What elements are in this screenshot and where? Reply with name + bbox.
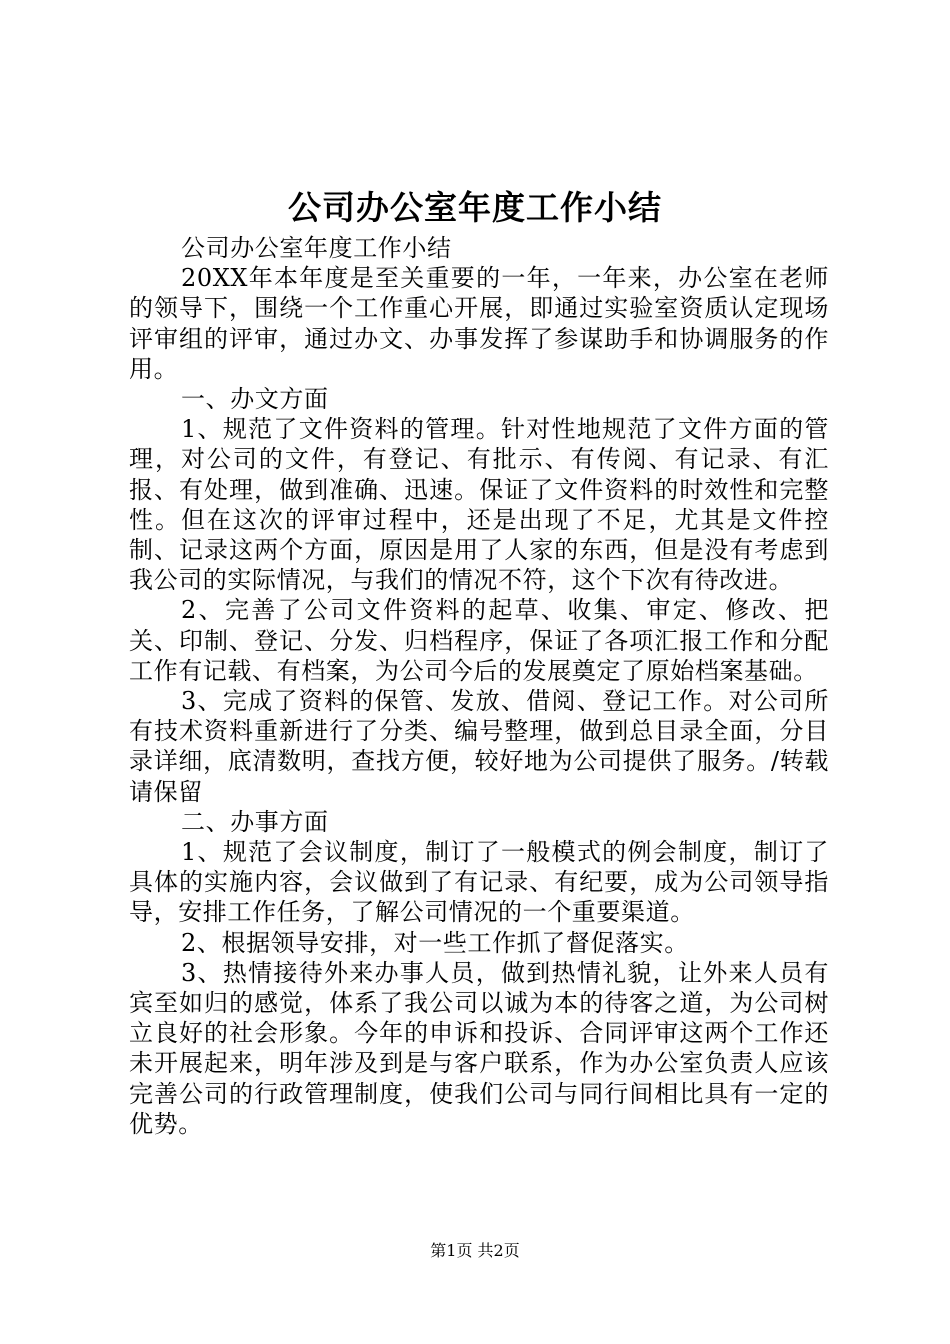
section-heading-affairs: 二、办事方面	[181, 807, 329, 836]
paragraph-affairs-3: 3、热情接待外来办事人员，做到热情礼貌，让外来人员有宾至如归的感觉，体系了我公司以诚为本的待客之道，为公司树立良好的社会形象。今年的申诉和投诉、合同评审这两个工作还未开展起来，明年涉及到是与客户联系，作为办公室负责人应该完善公司的行政管理制度，使我们公司与同行间相比具有一定的优势。	[129, 958, 829, 1138]
paragraph-affairs-2: 2、根据领导安排，对一些工作抓了督促落实。	[181, 928, 689, 957]
document-body	[129, 233, 829, 1139]
paragraph-intro: 20XX年本年度是至关重要的一年，一年来，办公室在老师的领导下，围绕一个工作重心开展，即通过实验室资质认定现场评审组的评审，通过办文、办事发挥了参谋助手和协调服务的作用。	[129, 264, 829, 383]
paragraph-affairs-1: 1、规范了会议制度，制订了一般模式的例会制度，制订了具体的实施内容，会议做到了有记录、有纪要，成为公司领导指导，安排工作任务，了解公司情况的一个重要渠道。	[129, 838, 829, 927]
paragraph-documents-2: 2、完善了公司文件资料的起草、收集、审定、修改、把关、印制、登记、分发、归档程序，保证了各项汇报工作和分配工作有记载、有档案，为公司今后的发展奠定了原始档案基础。	[129, 596, 829, 685]
paragraph-subtitle: 公司办公室年度工作小结	[181, 234, 452, 262]
paragraph-documents-1: 1、规范了文件资料的管理。针对性地规范了文件方面的管理，对公司的文件，有登记、有批示、有传阅、有记录、有汇报、有处理，做到准确、迅速。保证了文件资料的时效性和完整性。但在这次的评审过程中，还是出现了不足，尤其是文件控制、记录这两个方面，原因是用了人家的东西，但是没有考虑到我公司的实际情况，与我们的情况不符，这个下次有待改进。	[129, 415, 829, 595]
page-footer: 第1页 共2页	[430, 1241, 520, 1260]
paragraph-documents-3: 3、完成了资料的保管、发放、借阅、登记工作。对公司所有技术资料重新进行了分类、编号整理，做到总目录全面，分目录详细，底清数明，查找方便，较好地为公司提供了服务。/转载请保留	[129, 687, 829, 806]
section-heading-documents: 一、办文方面	[181, 385, 329, 414]
document-title: 公司办公室年度工作小结	[288, 188, 662, 227]
